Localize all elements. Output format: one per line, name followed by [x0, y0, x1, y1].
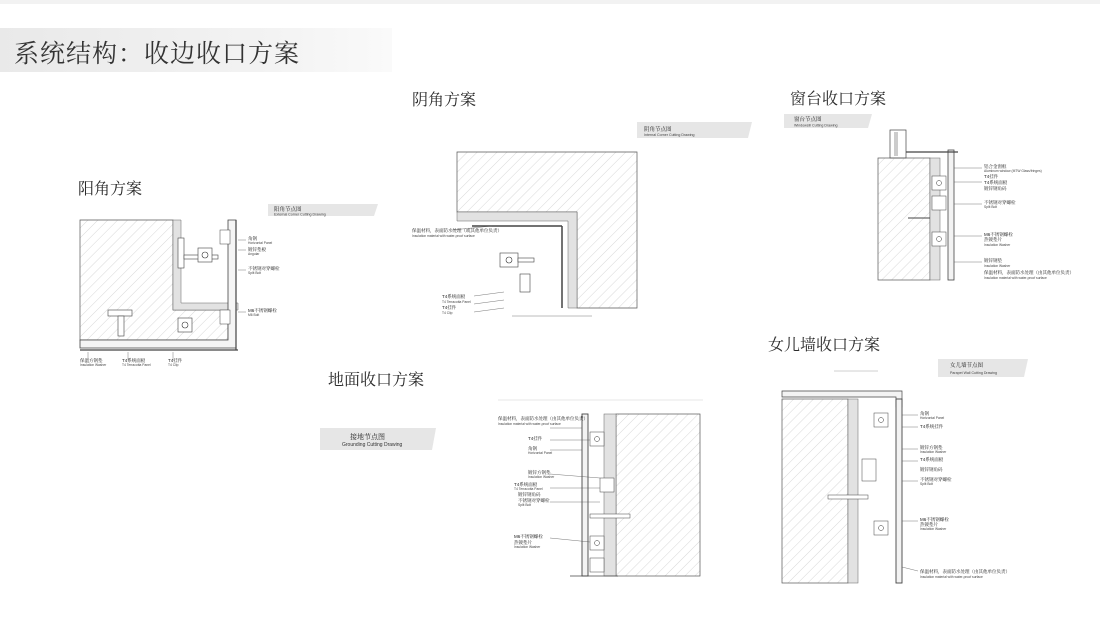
note-en: M6 Bolt [248, 313, 260, 317]
windowsill-drawing [782, 112, 1082, 292]
section-label-window: 窗台收口方案 [790, 91, 887, 108]
caption-cn: 接地节点图 [350, 434, 385, 441]
insulation-layer [848, 399, 858, 583]
concrete-wall [878, 158, 930, 280]
note-en: Aluminum window (MTW Glass/fringes) [984, 169, 1042, 173]
concrete-wall [782, 399, 848, 583]
page-title: 系统结构：收边收口方案 [14, 40, 301, 68]
note: 角钢 [248, 236, 257, 241]
note-en: Horizontal Panel [248, 241, 273, 245]
note: 保温材料，表面防水处理（由其他单位负责） [920, 569, 1010, 574]
note-en: Horizontal Panel [528, 451, 553, 455]
caption-en: Grounding Cutting Drawing [342, 442, 403, 448]
note: T4系统挂件 [920, 424, 944, 429]
note: 保温材料，表面防水处理（由其他单位负责） [498, 416, 588, 421]
top-divider [0, 0, 1100, 4]
note: 保温材料，表面防水处理（或其他单位负责） [412, 228, 502, 233]
note: M6不锈钢螺栓 [514, 534, 543, 539]
note-en: T4 Clip [168, 363, 179, 367]
note-en: Split Bolt [984, 205, 998, 209]
note: 角钢 [920, 411, 929, 416]
note: M6不锈钢螺栓 [920, 517, 949, 522]
note-en: Angular [248, 252, 260, 256]
note: 不锈钢对穿螺栓 [920, 477, 952, 482]
caption-en: Internal Corner Cutting Drawing [644, 133, 695, 137]
caption-cn: 阳角节点图 [274, 207, 302, 213]
note-en: Insulation material with water-proof surface [498, 422, 561, 426]
note: 热镀垫片 [984, 237, 1002, 242]
note-en: Insulation Washer [528, 475, 555, 479]
insulation-layer [604, 414, 616, 576]
concrete-wall [80, 220, 228, 340]
note: T4挂件 [442, 305, 457, 310]
note-en: Insulation material with water-proof surface [984, 276, 1047, 280]
note: T4系统面板 [920, 457, 944, 462]
section-label-external: 阳角方案 [78, 181, 143, 198]
note: 镀锌钢角码 [984, 186, 1007, 191]
note-en: Split Bolt [248, 271, 262, 275]
note-en: Insulation material with water-proof surface [412, 234, 475, 238]
note: 不锈钢对穿螺栓 [518, 498, 550, 503]
note: T4系统面板 [442, 294, 466, 299]
note: 不锈钢对穿螺栓 [984, 200, 1016, 205]
note: 镀锌钢角码 [518, 492, 541, 497]
note-en: T4 Clip [442, 311, 453, 315]
note: 热镀垫片 [514, 540, 532, 545]
note-en: Insulation material with water-proof surface [920, 575, 983, 579]
note-en: Insulation Washer [920, 450, 947, 454]
note: 铝合金窗框 [984, 164, 1007, 169]
note: 镀锌方钢垫 [920, 445, 943, 450]
terracotta-panel [582, 414, 588, 576]
note: 保温材料，表面防水处理（由其他单位负责） [984, 270, 1074, 275]
grounding-drawing [318, 398, 708, 593]
note-en: T4 Terracotta Panel [442, 300, 471, 304]
terracotta-panel [896, 399, 902, 583]
note: 保温方钢垫 [80, 358, 103, 363]
caption-en: External Corner Cutting Drawing [274, 212, 326, 217]
section-label-ground: 地面收口方案 [328, 372, 425, 389]
caption-cn: 女儿墙节点图 [950, 363, 984, 369]
note-en: T4 Terracotta Panel [122, 363, 151, 367]
note: 热镀垫片 [920, 522, 938, 527]
caption-cn: 阴角节点图 [644, 127, 672, 133]
caption-cn: 窗台节点图 [794, 117, 822, 123]
note: 角钢 [528, 446, 537, 451]
note: M6不锈钢螺栓 [984, 232, 1013, 237]
note-en: T4 Terracotta Panel [514, 487, 543, 491]
note-en: Insulation Washer [920, 527, 947, 531]
note-en: Split Bolt [518, 503, 532, 507]
internal-corner-drawing [412, 118, 757, 323]
note-en: Horizontal Panel [920, 416, 945, 420]
note: T4系统面板 [514, 482, 538, 487]
note: T4挂件 [168, 358, 183, 363]
note: 镀锌钢角码 [920, 467, 943, 472]
note: T4系统面板 [122, 358, 146, 363]
external-corner-drawing [78, 200, 388, 380]
caption-en: Parapet Wall Cutting Drawing [950, 371, 998, 375]
note-en: Split Bolt [920, 482, 934, 486]
note: 镀锌垫板 [248, 247, 266, 252]
note-en: Insulation Washer [80, 363, 107, 367]
caption-en: Windowsill Cutting Drawing [794, 123, 838, 128]
note: 镀锌方钢垫 [528, 470, 551, 475]
section-label-parapet: 女儿墙收口方案 [768, 337, 881, 354]
note: M6不锈钢螺栓 [248, 308, 277, 313]
note-en: Insulation Washer [984, 243, 1011, 247]
note-en: Insulation Washer [514, 545, 541, 549]
note: 不锈钢对穿螺栓 [248, 266, 280, 271]
note: T4系统面板 [984, 180, 1008, 185]
note-en: Insulation Washer [984, 264, 1011, 268]
note: 镀锌钢垫 [984, 258, 1002, 263]
section-label-internal: 阴角方案 [412, 92, 477, 109]
parapet-drawing [778, 355, 1088, 595]
note: T4挂件 [528, 436, 543, 441]
note: T4挂件 [984, 174, 999, 179]
concrete-wall [616, 414, 700, 576]
